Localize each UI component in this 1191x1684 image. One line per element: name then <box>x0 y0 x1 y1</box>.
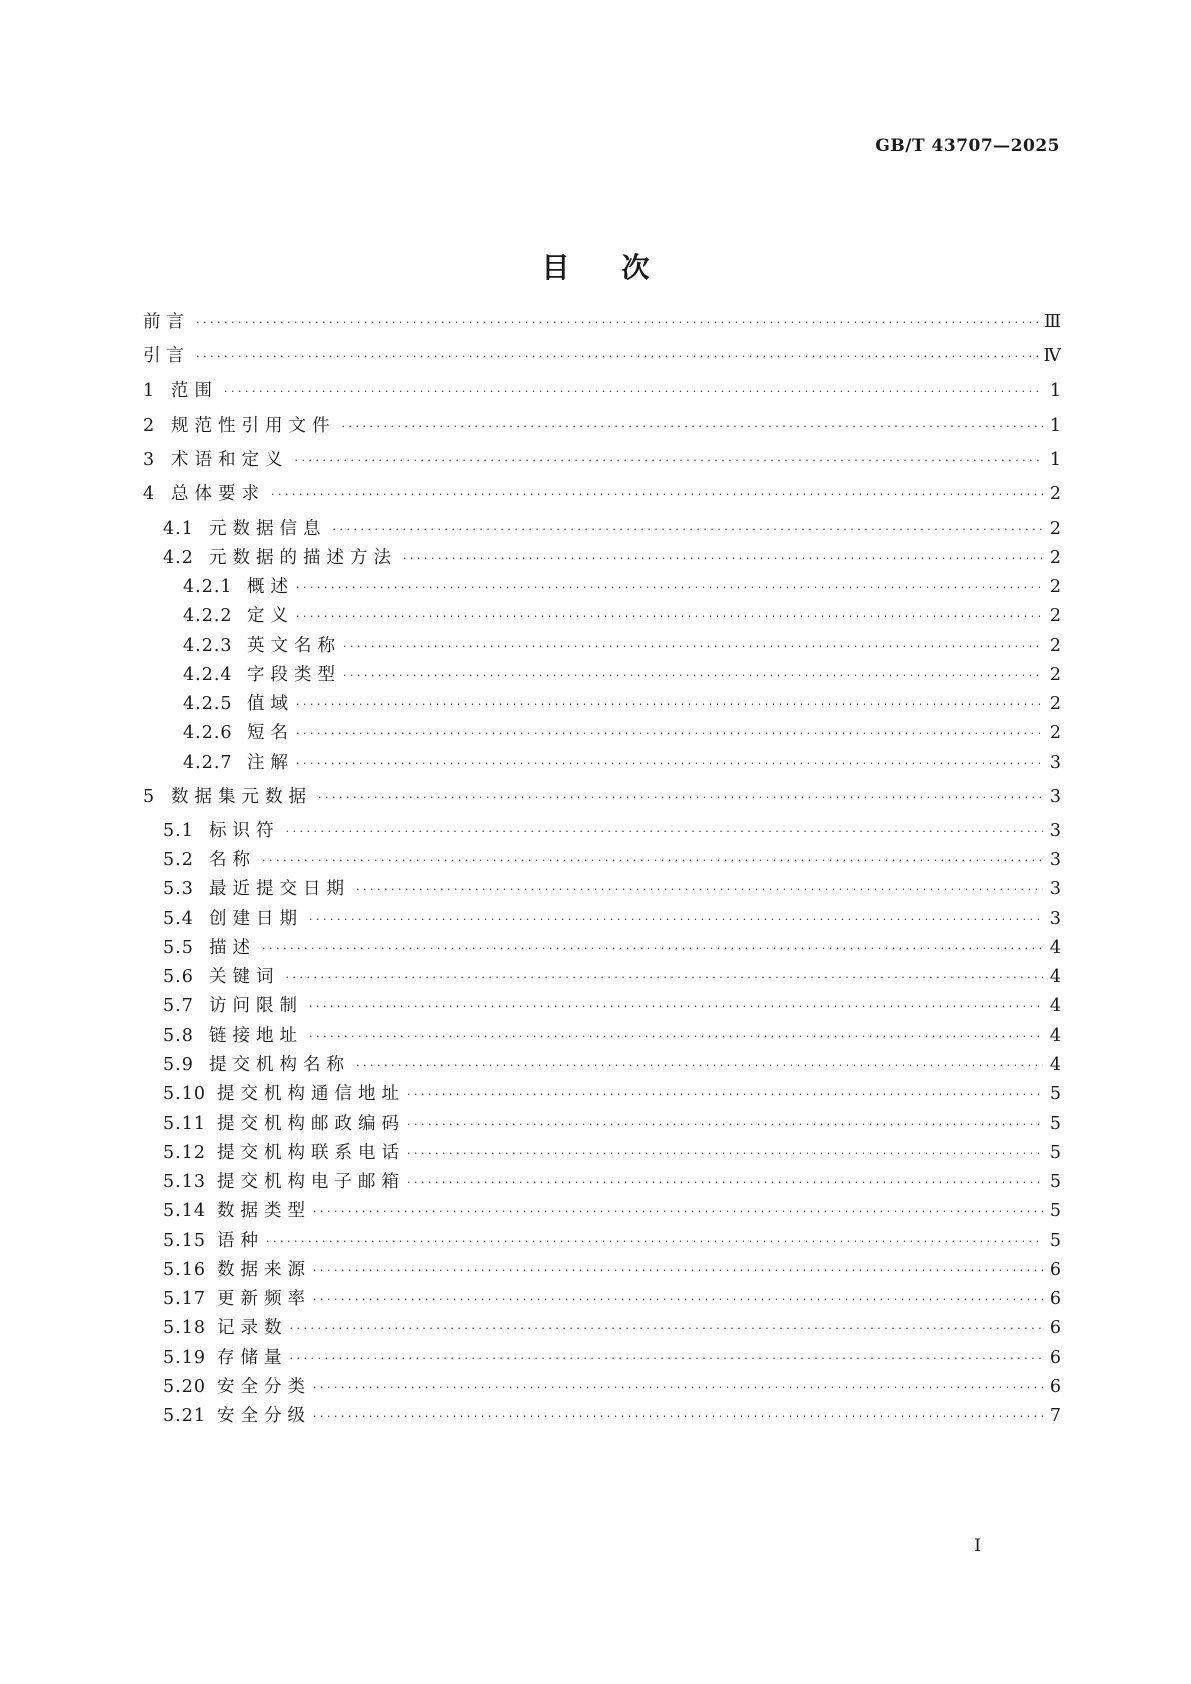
toc-entry-label: 概述 <box>247 577 294 597</box>
toc-entry-number: 5.9 <box>163 1055 194 1075</box>
toc-entry-number: 5.14 <box>163 1201 206 1221</box>
toc-entry[interactable] <box>143 1079 1061 1105</box>
dot-leader <box>333 523 1044 540</box>
dot-leader <box>262 854 1043 871</box>
toc-entry-label: 字段类型 <box>247 665 341 685</box>
toc-entry[interactable] <box>143 1255 1061 1281</box>
toc-entry-number: 5.13 <box>163 1172 206 1192</box>
toc-entry-page: 6 <box>1049 1260 1061 1280</box>
toc-entry-page: 6 <box>1049 1318 1061 1338</box>
dot-leader <box>313 1264 1043 1281</box>
toc-entry-page: 6 <box>1049 1348 1061 1368</box>
dot-leader <box>296 727 1043 744</box>
toc-entry[interactable] <box>143 572 1061 598</box>
toc-entry-number: 2 <box>143 416 156 436</box>
toc-entry-label: 前言 <box>143 312 190 332</box>
toc-entry-page: 1 <box>1049 416 1061 436</box>
dot-leader <box>313 1293 1043 1310</box>
toc-entry-label: 总体要求 <box>171 484 265 504</box>
dot-leader <box>309 913 1043 930</box>
toc-entry-number: 5.8 <box>163 1026 194 1046</box>
toc-entry-label: 提交机构邮政编码 <box>217 1114 405 1134</box>
dot-leader <box>407 1118 1043 1135</box>
toc-entry-label: 名称 <box>209 850 256 870</box>
toc-entry-label: 值域 <box>247 694 294 714</box>
toc-entry[interactable] <box>143 411 1061 437</box>
toc-entry[interactable] <box>143 1284 1061 1310</box>
toc-entry-page: 4 <box>1049 938 1061 958</box>
toc-entry[interactable] <box>143 1050 1061 1076</box>
dot-leader <box>313 1410 1043 1427</box>
dot-leader <box>309 1030 1043 1047</box>
page-number: I <box>974 1536 981 1556</box>
toc-entry-page: Ⅲ <box>1044 312 1061 332</box>
toc-entry-page: 4 <box>1049 1026 1061 1046</box>
dot-leader <box>295 454 1044 471</box>
dot-leader <box>196 350 1040 367</box>
toc-entry-page: 6 <box>1049 1377 1061 1397</box>
toc-entry-label: 数据类型 <box>217 1201 311 1221</box>
toc-entry[interactable] <box>143 307 1061 333</box>
toc-entry-number: 5.15 <box>163 1231 206 1251</box>
toc-entry-page: 5 <box>1049 1231 1061 1251</box>
toc-entry[interactable] <box>143 376 1061 402</box>
toc-entry[interactable] <box>143 631 1061 657</box>
toc-entry-number: 5.21 <box>163 1406 206 1426</box>
toc-entry-page: 2 <box>1049 484 1061 504</box>
toc-entry[interactable] <box>143 991 1061 1017</box>
toc-entry-label: 语种 <box>217 1231 264 1251</box>
toc-entry-label: 记录数 <box>217 1318 288 1338</box>
toc-entry[interactable] <box>143 816 1061 842</box>
toc-entry[interactable] <box>143 874 1061 900</box>
toc-entry[interactable] <box>143 1021 1061 1047</box>
dot-leader <box>343 640 1043 657</box>
toc-entry-number: 5.4 <box>163 909 194 929</box>
toc-entry-page: 1 <box>1049 450 1061 470</box>
toc-entry-number: 5.2 <box>163 850 194 870</box>
toc-entry-number: 5.6 <box>163 967 194 987</box>
toc-entry-label: 提交机构电子邮箱 <box>217 1172 405 1192</box>
toc-entry-page: 2 <box>1049 665 1061 685</box>
toc-entry-label: 规范性引用文件 <box>171 416 336 436</box>
toc-entry-page: 3 <box>1049 787 1061 807</box>
toc-entry-label: 标识符 <box>209 821 280 841</box>
toc-entry-page: 2 <box>1049 519 1061 539</box>
dot-leader <box>356 883 1043 900</box>
toc-entry[interactable] <box>143 1196 1061 1222</box>
dot-leader <box>271 488 1043 505</box>
dot-leader <box>407 1176 1043 1193</box>
dot-leader <box>296 698 1043 715</box>
toc-entry-label: 术语和定义 <box>171 450 289 470</box>
toc-entry-number: 5.5 <box>163 938 194 958</box>
toc-entry[interactable] <box>143 514 1061 540</box>
toc-entry[interactable] <box>143 1313 1061 1339</box>
toc-entry-number: 5 <box>143 787 156 807</box>
toc-entry-number: 5.12 <box>163 1143 206 1163</box>
toc-entry-label: 引言 <box>143 346 190 366</box>
toc-entry-label: 元数据的描述方法 <box>209 548 397 568</box>
toc-entry[interactable] <box>143 1109 1061 1135</box>
dot-leader <box>224 385 1043 402</box>
toc-entry-label: 关键词 <box>209 967 280 987</box>
toc-entry-number: 5.19 <box>163 1348 206 1368</box>
dot-leader <box>262 942 1043 959</box>
toc-entry[interactable] <box>143 782 1061 808</box>
dot-leader <box>286 825 1044 842</box>
toc-entry-number: 4 <box>143 484 156 504</box>
dot-leader <box>318 791 1043 808</box>
toc-entry-label: 提交机构名称 <box>209 1055 350 1075</box>
toc-entry-label: 定义 <box>247 606 294 626</box>
toc-entry-label: 访问限制 <box>209 996 303 1016</box>
toc-entry-page: 2 <box>1049 723 1061 743</box>
dot-leader <box>266 1235 1043 1252</box>
toc-entry-label: 链接地址 <box>209 1026 303 1046</box>
toc-entry-number: 4.2.3 <box>183 636 233 656</box>
dot-leader <box>290 1322 1044 1339</box>
toc-entry-label: 最近提交日期 <box>209 879 350 899</box>
toc-entry-number: 5.17 <box>163 1289 206 1309</box>
toc-entry-page: 5 <box>1049 1201 1061 1221</box>
toc-entry[interactable] <box>143 601 1061 627</box>
toc-entry-number: 5.1 <box>163 821 194 841</box>
dot-leader <box>407 1147 1043 1164</box>
toc-entry-page: 2 <box>1049 694 1061 714</box>
toc-entry-page: 2 <box>1049 577 1061 597</box>
toc-entry[interactable] <box>143 689 1061 715</box>
dot-leader <box>343 669 1043 686</box>
toc-entry-number: 4.2.2 <box>183 606 233 626</box>
toc-entry[interactable] <box>143 718 1061 744</box>
toc-entry-number: 3 <box>143 450 156 470</box>
toc-entry-page: 2 <box>1049 606 1061 626</box>
toc-entry-number: 4.2.6 <box>183 723 233 743</box>
toc-entry-label: 提交机构联系电话 <box>217 1143 405 1163</box>
dot-leader <box>290 1352 1044 1369</box>
toc-entry-number: 5.3 <box>163 879 194 899</box>
toc-entry[interactable] <box>143 1138 1061 1164</box>
dot-leader <box>296 581 1043 598</box>
toc-entry-label: 创建日期 <box>209 909 303 929</box>
toc-entry[interactable] <box>143 845 1061 871</box>
toc-entry-label: 数据集元数据 <box>171 787 312 807</box>
toc-entry-number: 4.2 <box>163 548 194 568</box>
toc-entry-label: 范围 <box>171 381 218 401</box>
dot-leader <box>309 1000 1043 1017</box>
dot-leader <box>407 1088 1043 1105</box>
standard-code: GB/T 43707—2025 <box>875 136 1060 156</box>
toc-entry[interactable] <box>143 933 1061 959</box>
toc-entry-number: 5.10 <box>163 1084 206 1104</box>
toc-entry-page: 2 <box>1049 548 1061 568</box>
toc-entry-label: 安全分级 <box>217 1406 311 1426</box>
dot-leader <box>356 1059 1043 1076</box>
toc-entry-number: 4.2.7 <box>183 753 233 773</box>
toc-entry[interactable] <box>143 1372 1061 1398</box>
dot-leader <box>286 971 1044 988</box>
toc-entry-number: 5.16 <box>163 1260 206 1280</box>
toc-entry[interactable] <box>143 543 1061 569</box>
toc-entry-number: 4.2.5 <box>183 694 233 714</box>
toc-entry-label: 提交机构通信地址 <box>217 1084 405 1104</box>
dot-leader <box>196 316 1040 333</box>
toc-entry-label: 描述 <box>209 938 256 958</box>
toc-entry-page: 4 <box>1049 967 1061 987</box>
toc-entry-page: 3 <box>1049 821 1061 841</box>
dot-leader <box>296 757 1043 774</box>
toc-entry-page: 5 <box>1049 1143 1061 1163</box>
toc-entry-page: 1 <box>1049 381 1061 401</box>
toc-entry-page: 3 <box>1049 753 1061 773</box>
toc-entry-label: 安全分类 <box>217 1377 311 1397</box>
toc-entry-page: 4 <box>1049 1055 1061 1075</box>
toc-entry-number: 5.20 <box>163 1377 206 1397</box>
toc-entry[interactable] <box>143 748 1061 774</box>
toc-entry[interactable] <box>143 445 1061 471</box>
toc-entry-number: 1 <box>143 381 156 401</box>
toc-entry-label: 注解 <box>247 753 294 773</box>
toc-entry[interactable] <box>143 962 1061 988</box>
toc-entry-page: 5 <box>1049 1084 1061 1104</box>
toc-entry-label: 数据来源 <box>217 1260 311 1280</box>
toc-entry-page: 3 <box>1049 850 1061 870</box>
toc-entry-label: 存储量 <box>217 1348 288 1368</box>
toc-entry[interactable] <box>143 660 1061 686</box>
toc-entry-page: 2 <box>1049 636 1061 656</box>
toc-entry-number: 5.11 <box>163 1114 206 1134</box>
dot-leader <box>342 420 1044 437</box>
toc-entry-page: 4 <box>1049 996 1061 1016</box>
toc-entry-page: 5 <box>1049 1172 1061 1192</box>
toc-entry-page: 3 <box>1049 879 1061 899</box>
toc-entry[interactable] <box>143 1167 1061 1193</box>
dot-leader <box>296 610 1043 627</box>
toc-entry-label: 短名 <box>247 723 294 743</box>
toc-entry[interactable] <box>143 1401 1061 1427</box>
toc-entry-number: 4.1 <box>163 519 194 539</box>
toc-entry[interactable] <box>143 341 1061 367</box>
toc-entry-page: 3 <box>1049 909 1061 929</box>
dot-leader <box>313 1205 1043 1222</box>
toc-entry-page: 7 <box>1049 1406 1061 1426</box>
dot-leader <box>313 1381 1043 1398</box>
toc-entry-page: 5 <box>1049 1114 1061 1134</box>
toc-entry-label: 英文名称 <box>247 636 341 656</box>
toc-entry-number: 4.2.1 <box>183 577 233 597</box>
toc-entry[interactable] <box>143 479 1061 505</box>
toc-entry[interactable] <box>143 904 1061 930</box>
page-title: 目次 <box>541 251 702 284</box>
dot-leader <box>403 552 1043 569</box>
toc-entry-number: 5.18 <box>163 1318 206 1338</box>
toc-entry[interactable] <box>143 1343 1061 1369</box>
toc-entry-number: 5.7 <box>163 996 194 1016</box>
toc-entry-page: 6 <box>1049 1289 1061 1309</box>
toc-entry-label: 更新频率 <box>217 1289 311 1309</box>
toc-entry[interactable] <box>143 1226 1061 1252</box>
toc-entry-label: 元数据信息 <box>209 519 327 539</box>
toc-entry-page: Ⅳ <box>1043 346 1061 366</box>
toc-entry-number: 4.2.4 <box>183 665 233 685</box>
